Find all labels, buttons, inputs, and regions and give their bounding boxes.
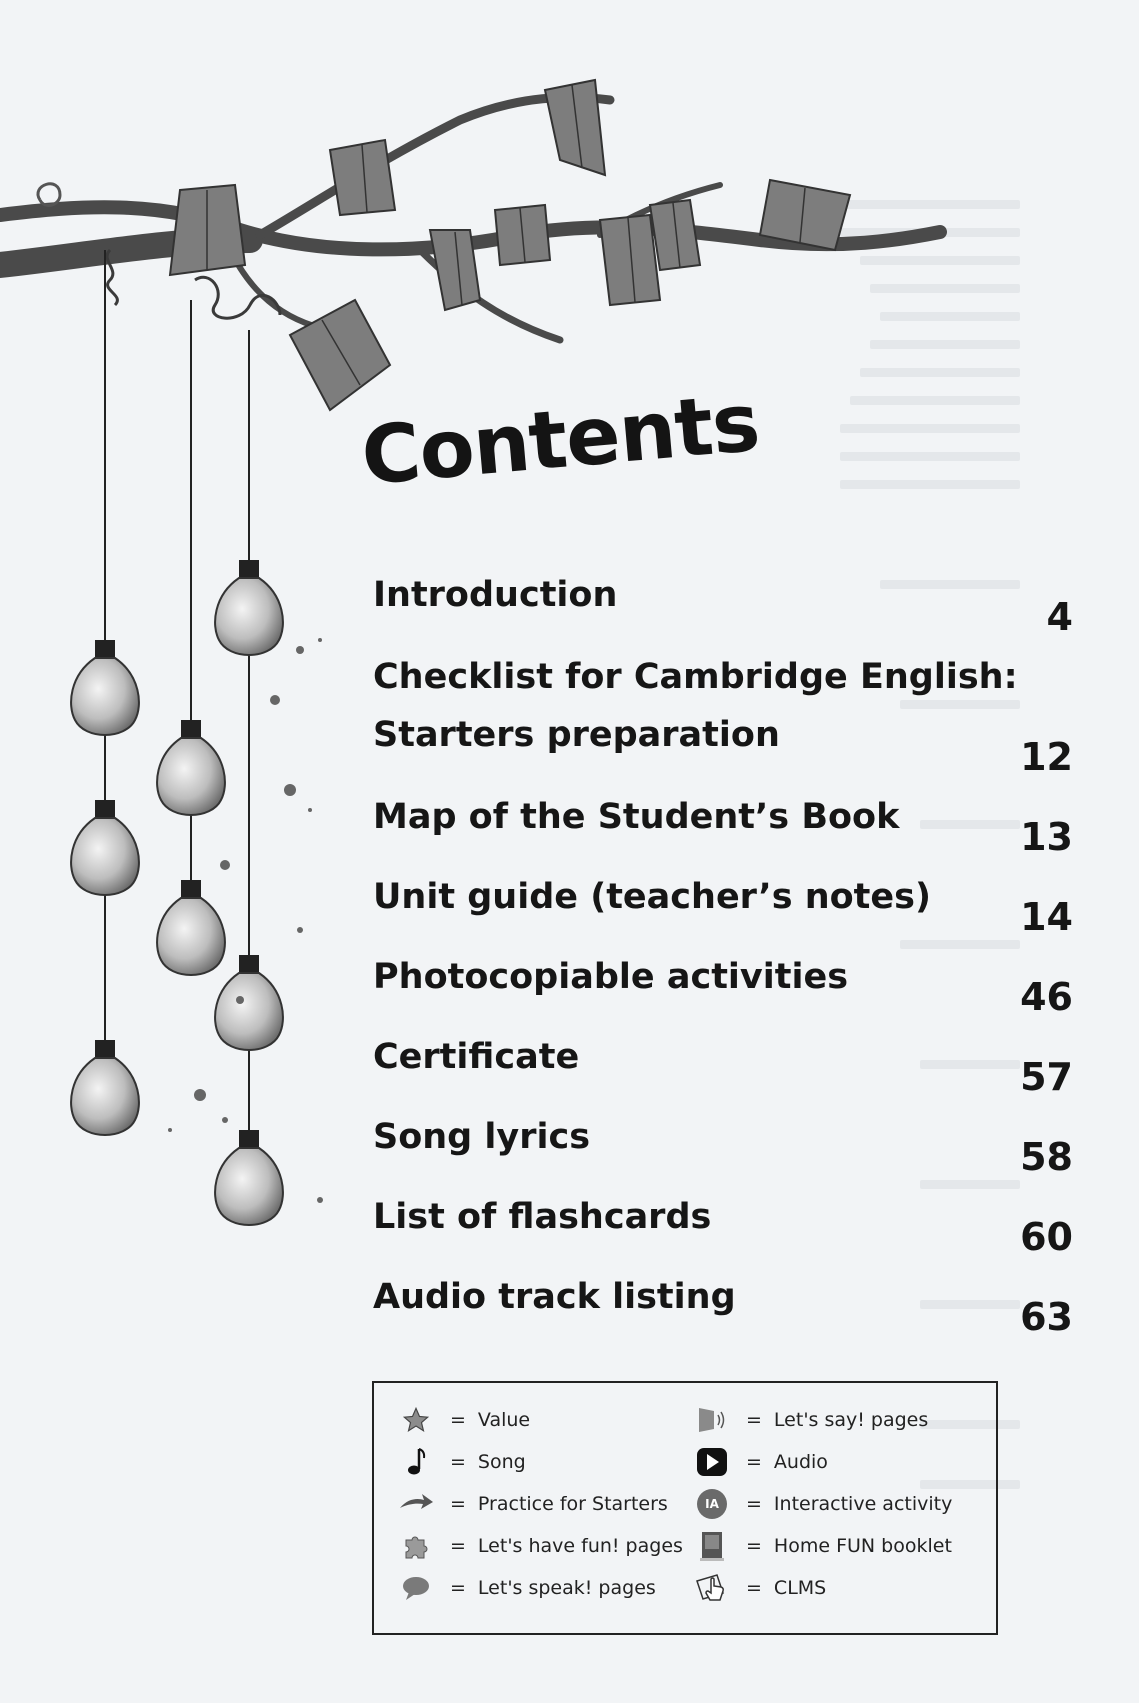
puzzle-icon xyxy=(396,1529,436,1563)
clms-touch-icon xyxy=(692,1571,732,1605)
toc-page-number: 63 xyxy=(1020,1295,1073,1339)
toc-label: Photocopiable activities xyxy=(373,957,849,997)
toc-page-number: 4 xyxy=(1046,595,1073,639)
toc-page-number: 14 xyxy=(1020,895,1073,939)
toc-page-number: 57 xyxy=(1020,1055,1073,1099)
legend-label: Audio xyxy=(773,1451,828,1473)
legend-label: Home FUN booklet xyxy=(773,1535,952,1557)
arrow-icon xyxy=(396,1487,436,1521)
legend-item: = Audio xyxy=(692,1445,828,1479)
toc-label: List of flashcards xyxy=(373,1197,712,1237)
legend-label: Interactive activity xyxy=(773,1493,953,1515)
toc-entry xyxy=(373,1277,1073,1357)
toc-label: Map of the Student’s Book xyxy=(373,797,900,837)
speech-bubble-icon xyxy=(396,1571,436,1605)
toc-label: Introduction xyxy=(373,575,618,615)
toc-page-number: 58 xyxy=(1020,1135,1073,1179)
legend-item: = Practice for Starters xyxy=(396,1487,668,1521)
play-icon xyxy=(692,1445,732,1479)
icon-legend xyxy=(372,1381,998,1635)
toc-page-number: 13 xyxy=(1020,815,1073,859)
legend-label: Let's speak! pages xyxy=(477,1577,656,1599)
music-note-icon xyxy=(396,1445,436,1479)
star-icon xyxy=(396,1403,436,1437)
toc-entry xyxy=(373,657,1073,715)
toc-entry xyxy=(373,1197,1073,1277)
legend-label: Song xyxy=(477,1451,526,1473)
legend-label: Let's say! pages xyxy=(773,1409,929,1431)
legend-label: Practice for Starters xyxy=(477,1493,668,1515)
toc-entry xyxy=(373,877,1073,957)
toc-label: Audio track listing xyxy=(373,1277,736,1317)
legend-item: = Let's speak! pages xyxy=(396,1571,656,1605)
speaker-icon xyxy=(692,1403,732,1437)
legend-item: IA = Interactive activity xyxy=(692,1487,952,1521)
toc-entry xyxy=(373,639,1073,657)
toc-page-number: 12 xyxy=(1020,735,1073,779)
toc-entry xyxy=(373,957,1073,1037)
legend-item: = Let's say! pages xyxy=(692,1403,928,1437)
legend-item: = Value xyxy=(396,1403,530,1437)
toc-label: Certificate xyxy=(373,1037,580,1077)
legend-label: Let's have fun! pages xyxy=(477,1535,683,1557)
toc-label: Checklist for Cambridge English: xyxy=(373,657,1018,697)
toc-page-number: 60 xyxy=(1020,1215,1073,1259)
toc-entry xyxy=(373,797,1073,877)
toc-entry xyxy=(373,715,1073,797)
legend-label: Value xyxy=(477,1409,531,1431)
legend-item: = Let's have fun! pages xyxy=(396,1529,683,1563)
legend-item: = CLMS xyxy=(692,1571,826,1605)
home-booklet-icon xyxy=(692,1529,732,1563)
toc-entry xyxy=(373,575,1073,639)
ia-badge-icon: IA xyxy=(692,1487,732,1521)
toc-label: Unit guide (teacher’s notes) xyxy=(373,877,931,917)
toc-page-number: 46 xyxy=(1020,975,1073,1019)
toc-entry xyxy=(373,1037,1073,1117)
legend-item: = Song xyxy=(396,1445,526,1479)
bulbs xyxy=(71,560,283,1225)
legend-item: = Home FUN booklet xyxy=(692,1529,952,1563)
toc-label: Song lyrics xyxy=(373,1117,591,1157)
page-title: Contents xyxy=(357,375,763,503)
table-of-contents xyxy=(373,575,1073,1357)
toc-entry xyxy=(373,1117,1073,1197)
legend-label: CLMS xyxy=(773,1577,827,1599)
toc-label: Starters preparation xyxy=(373,715,780,755)
